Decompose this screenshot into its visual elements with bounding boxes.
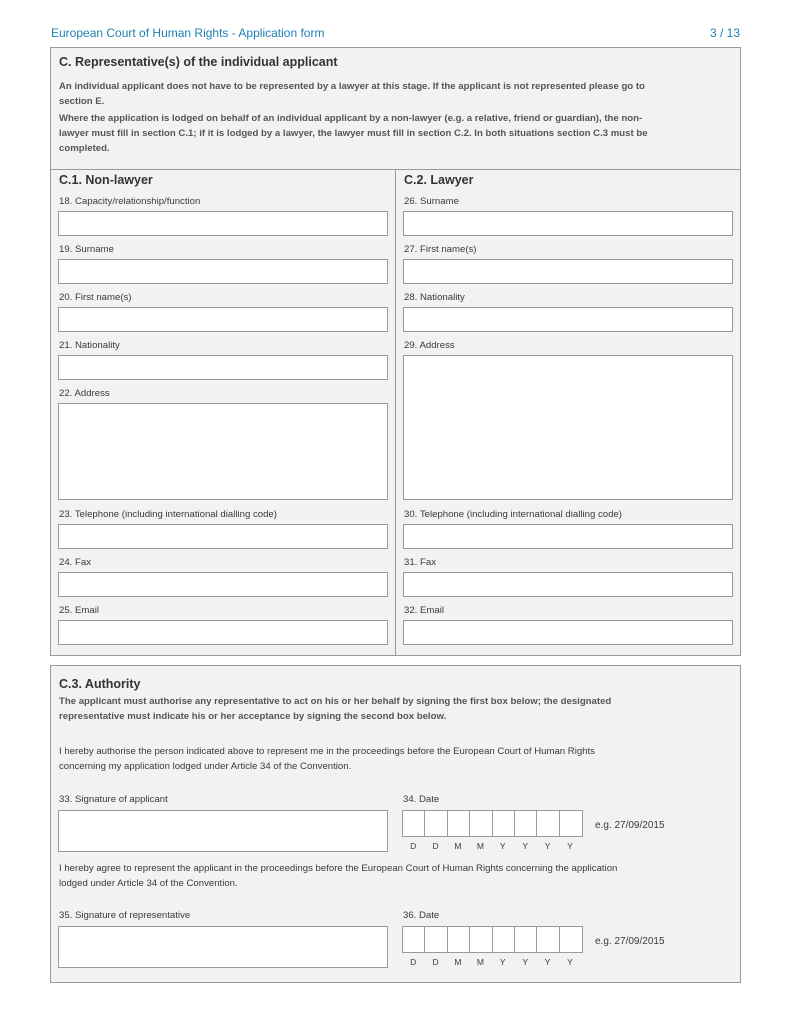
section-c2-title: C.2. Lawyer xyxy=(404,173,474,187)
lawyer-email-field[interactable] xyxy=(403,620,733,645)
lawyer-first-name-field[interactable] xyxy=(403,259,733,284)
date-digit-cell[interactable] xyxy=(403,927,425,952)
authority-intro-line-2: representative must indicate his or her acceptance by signing the second box below. xyxy=(59,711,447,722)
applicant-signature-label: 33. Signature of applicant xyxy=(59,794,168,805)
date-letter: Y xyxy=(522,957,528,967)
date-letter: Y xyxy=(544,957,551,967)
date-digit-cell[interactable] xyxy=(515,927,537,952)
lawyer-telephone-label: 30. Telephone (including international dialling code) xyxy=(404,509,622,520)
lawyer-surname-field[interactable] xyxy=(403,211,733,236)
capacity-label: 18. Capacity/relationship/function xyxy=(59,196,201,207)
date-digit-cell[interactable] xyxy=(448,927,470,952)
date-digit-cell[interactable] xyxy=(448,811,470,836)
section-c-title: C. Representative(s) of the individual applicant xyxy=(59,55,338,69)
lawyer-fax-label: 31. Fax xyxy=(404,557,436,568)
page-number: 3 / 13 xyxy=(709,26,740,40)
date-digit-cell[interactable] xyxy=(425,811,447,836)
date-letter: M xyxy=(476,957,484,967)
section-c-intro xyxy=(50,47,741,170)
date-digit-cell[interactable] xyxy=(425,927,447,952)
capacity-field[interactable] xyxy=(58,211,388,236)
section-c-instruction-line-2: lawyer must fill in section C.1; if it is lodged by a lawyer, the lawyer must fill in section C.2. In both situations section C.3 must be xyxy=(59,128,648,139)
lawyer-fax-field[interactable] xyxy=(403,572,733,597)
section-c2-lawyer xyxy=(395,169,741,656)
date-digit-cell[interactable] xyxy=(493,811,515,836)
lawyer-surname-label: 26. Surname xyxy=(404,196,459,207)
non-lawyer-fax-label: 24. Fax xyxy=(59,557,91,568)
representative-date-example: e.g. 27/09/2015 xyxy=(595,936,665,947)
date-letter: Y xyxy=(544,841,551,851)
date-digit-cell[interactable] xyxy=(470,927,492,952)
non-lawyer-nationality-label: 21. Nationality xyxy=(59,340,120,351)
agreement-text-line-2: lodged under Article 34 of the Convention. xyxy=(59,878,238,889)
date-letter: D xyxy=(410,957,417,967)
date-letter: Y xyxy=(499,841,506,851)
date-letter: D xyxy=(410,841,417,851)
date-letter: M xyxy=(476,841,484,851)
document-title: European Court of Human Rights - Application form xyxy=(51,26,325,40)
lawyer-address-field[interactable] xyxy=(403,355,733,500)
section-c-instruction-line-3: completed. xyxy=(59,143,110,154)
section-c3-title: C.3. Authority xyxy=(59,677,141,691)
section-c1-non-lawyer xyxy=(50,169,396,656)
non-lawyer-address-field[interactable] xyxy=(58,403,388,500)
date-digit-cell[interactable] xyxy=(537,927,559,952)
non-lawyer-telephone-label: 23. Telephone (including international dialling code) xyxy=(59,509,277,520)
lawyer-telephone-field[interactable] xyxy=(403,524,733,549)
date-digit-cell[interactable] xyxy=(537,811,559,836)
non-lawyer-first-name-field[interactable] xyxy=(58,307,388,332)
date-letter: Y xyxy=(567,841,573,851)
authorisation-text-line-2: concerning my application lodged under Article 34 of the Convention. xyxy=(59,761,352,772)
non-lawyer-telephone-field[interactable] xyxy=(58,524,388,549)
non-lawyer-address-label: 22. Address xyxy=(59,388,110,399)
date-digit-cell[interactable] xyxy=(493,927,515,952)
applicant-signature-field[interactable] xyxy=(58,810,388,852)
date-digit-cell[interactable] xyxy=(403,811,425,836)
representative-date-label: 36. Date xyxy=(403,910,440,921)
representative-date-field[interactable] xyxy=(402,926,583,953)
section-c-instruction-line-1: Where the application is lodged on behalf of an individual applicant by a non-lawyer (e.g. a relative, friend or guardian), the non- xyxy=(59,113,643,124)
applicant-date-label: 34. Date xyxy=(403,794,440,805)
date-digit-cell[interactable] xyxy=(560,927,582,952)
lawyer-first-name-label: 27. First name(s) xyxy=(404,244,477,255)
lawyer-email-label: 32. Email xyxy=(404,605,444,616)
non-lawyer-fax-field[interactable] xyxy=(58,572,388,597)
representative-signature-label: 35. Signature of representative xyxy=(59,910,191,921)
section-c1-title: C.1. Non-lawyer xyxy=(59,173,153,187)
date-digit-cell[interactable] xyxy=(515,811,537,836)
authorisation-text-line-1: I hereby authorise the person indicated above to represent me in the proceedings before the European Court of Human Rights xyxy=(59,746,595,757)
date-letter: D xyxy=(432,957,439,967)
representative-date-format xyxy=(402,957,581,967)
date-digit-cell[interactable] xyxy=(470,811,492,836)
non-lawyer-nationality-field[interactable] xyxy=(58,355,388,380)
applicant-date-field[interactable] xyxy=(402,810,583,837)
lawyer-address-label: 29. Address xyxy=(404,340,455,351)
lawyer-nationality-field[interactable] xyxy=(403,307,733,332)
authority-intro-line-1: The applicant must authorise any representative to act on his or her behalf by signing the first box below; the designated xyxy=(59,696,612,707)
date-letter: D xyxy=(432,841,439,851)
applicant-date-example: e.g. 27/09/2015 xyxy=(595,820,665,831)
date-letter: Y xyxy=(499,957,506,967)
date-letter: Y xyxy=(567,957,573,967)
representative-signature-field[interactable] xyxy=(58,926,388,968)
lawyer-nationality-label: 28. Nationality xyxy=(404,292,465,303)
non-lawyer-email-label: 25. Email xyxy=(59,605,99,616)
date-letter: M xyxy=(454,957,462,967)
date-digit-cell[interactable] xyxy=(560,811,582,836)
date-letter: Y xyxy=(522,841,528,851)
non-lawyer-surname-field[interactable] xyxy=(58,259,388,284)
non-lawyer-first-name-label: 20. First name(s) xyxy=(59,292,132,303)
non-lawyer-email-field[interactable] xyxy=(58,620,388,645)
section-c-note-line-2: section E. xyxy=(59,96,105,107)
non-lawyer-surname-label: 19. Surname xyxy=(59,244,114,255)
section-c3-authority xyxy=(50,665,741,983)
agreement-text-line-1: I hereby agree to represent the applicant in the proceedings before the European Court of Human Rights concerning the application xyxy=(59,863,618,874)
date-letter: M xyxy=(454,841,462,851)
section-c-note-line-1: An individual applicant does not have to be represented by a lawyer at this stage. If the applicant is not represented please go to xyxy=(59,81,645,92)
applicant-date-format xyxy=(402,841,581,851)
